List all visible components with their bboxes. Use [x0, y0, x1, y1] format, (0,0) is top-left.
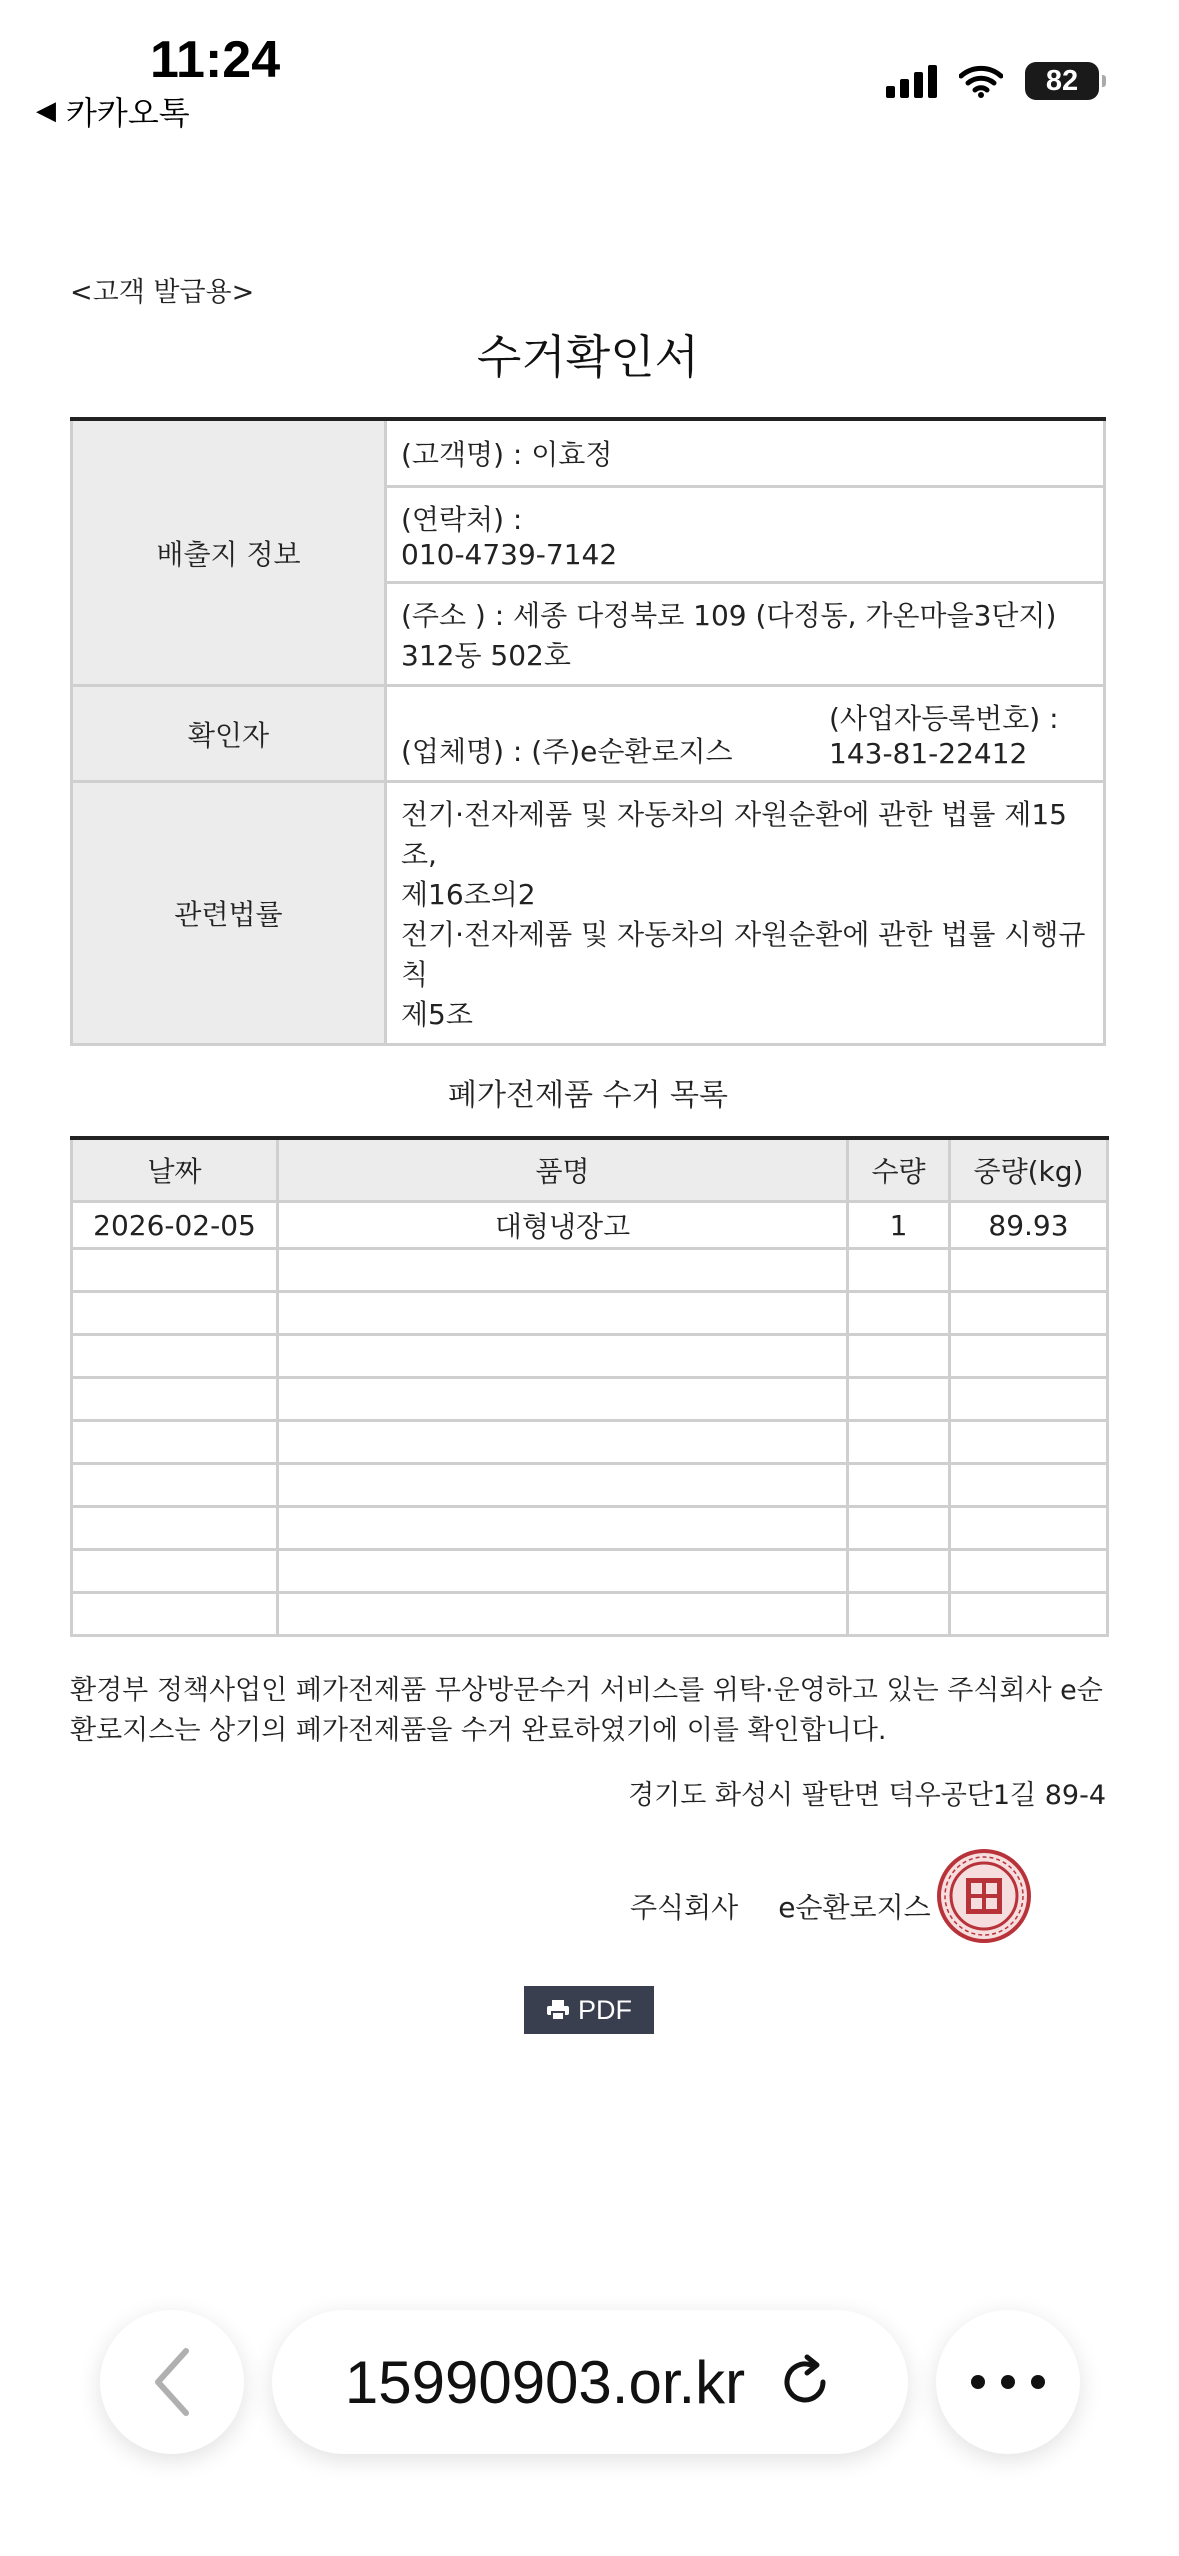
col-item-name: 품명: [278, 1138, 848, 1202]
back-app-label: 카카오톡: [66, 94, 190, 132]
cellular-signal-icon: [886, 64, 937, 98]
empty-row: [72, 1507, 1108, 1550]
empty-row: [72, 1378, 1108, 1421]
law-line: 제5조: [401, 998, 473, 1031]
discharge-header: 배출지 정보: [72, 419, 386, 686]
list-title: 폐가전제품 수거 목록: [448, 1078, 728, 1113]
table-row: [72, 1202, 1108, 1249]
customer-name: (고객명) : 이효정: [386, 419, 1105, 487]
address-line1: (주소 ) : 세종 다정북로 109 (다정동, 가온마을3단지): [401, 599, 1057, 632]
registration-number: [829, 697, 1089, 770]
company-seal-icon: [936, 1848, 1032, 1944]
law-header: 관련법률: [72, 782, 386, 1045]
info-table: [70, 417, 1106, 1046]
page-title: 수거확인서: [476, 330, 700, 384]
pdf-button[interactable]: [524, 1986, 654, 2034]
company-address: 경기도 화성시 팔탄면 덕우공단1길 89-4: [628, 1780, 1106, 1811]
company-type: 주식회사: [630, 1891, 739, 1924]
law-cell: [386, 782, 1105, 1045]
reload-icon[interactable]: [775, 2352, 835, 2412]
status-indicators: [886, 62, 1099, 100]
verifier-header: 확인자: [72, 686, 386, 782]
law-line: 제16조의2: [401, 878, 536, 911]
browser-more-button[interactable]: [936, 2310, 1080, 2454]
signature-company-name: e순환로지스: [778, 1891, 931, 1924]
col-date: 날짜: [72, 1138, 278, 1202]
url-text: 15990903.or.kr: [344, 2348, 746, 2416]
col-quantity: 수량: [848, 1138, 950, 1202]
law-line: 전기·전자제품 및 자동차의 자원순환에 관한 법률 제15조,: [401, 798, 1067, 871]
row-weight: 89.93: [950, 1202, 1108, 1249]
contact-value: 010-4739-7142: [401, 538, 618, 571]
empty-row: [72, 1335, 1108, 1378]
row-item-name: 대형냉장고: [278, 1202, 848, 1249]
battery-level: 82: [1045, 64, 1079, 97]
signature-area: [70, 1848, 1106, 1958]
receipt-document: [70, 270, 1106, 1958]
more-dots-icon: [968, 2372, 1048, 2392]
contact-label: (연락처) :: [401, 503, 523, 536]
registration-value: 143-81-22412: [829, 737, 1028, 770]
address-line2: 312동 502호: [401, 639, 571, 672]
law-line: 전기·전자제품 및 자동차의 자원순환에 관한 법률 시행규칙: [401, 918, 1086, 991]
company-name: (업체명) : (주)e순환로지스: [401, 735, 733, 768]
empty-row: [72, 1292, 1108, 1335]
empty-row: [72, 1421, 1108, 1464]
contact-cell: [386, 487, 1105, 583]
confirmation-notice: 환경부 정책사업인 폐가전제품 무상방문수거 서비스를 위탁·운영하고 있는 주식회사 e순환로지스는 상기의 폐가전제품을 수거 완료하였기에 이를 확인합니다.: [70, 1675, 1103, 1746]
status-time: 11:24: [150, 31, 281, 89]
copy-label: <고객 발급용>: [70, 277, 255, 308]
empty-row: [72, 1550, 1108, 1593]
empty-row: [72, 1464, 1108, 1507]
wifi-icon: [959, 64, 1003, 98]
verifier-cell: [386, 686, 1105, 782]
empty-row: [72, 1593, 1108, 1636]
back-to-app-link[interactable]: [36, 88, 190, 134]
pdf-button-label: PDF: [578, 1994, 632, 2025]
chevron-left-icon: [152, 2347, 192, 2417]
row-date: 2026-02-05: [72, 1202, 278, 1249]
collection-list-table: [70, 1136, 1109, 1637]
address-bar[interactable]: [272, 2310, 908, 2454]
back-triangle-icon: ◀: [36, 96, 56, 126]
registration-label: (사업자등록번호) :: [829, 702, 1059, 735]
col-weight: 중량(kg): [950, 1138, 1108, 1202]
row-quantity: 1: [848, 1202, 950, 1249]
address-cell: [386, 583, 1105, 686]
browser-back-button[interactable]: [100, 2310, 244, 2454]
printer-icon: [546, 1999, 570, 2021]
battery-icon: [1025, 62, 1099, 100]
empty-row: [72, 1249, 1108, 1292]
